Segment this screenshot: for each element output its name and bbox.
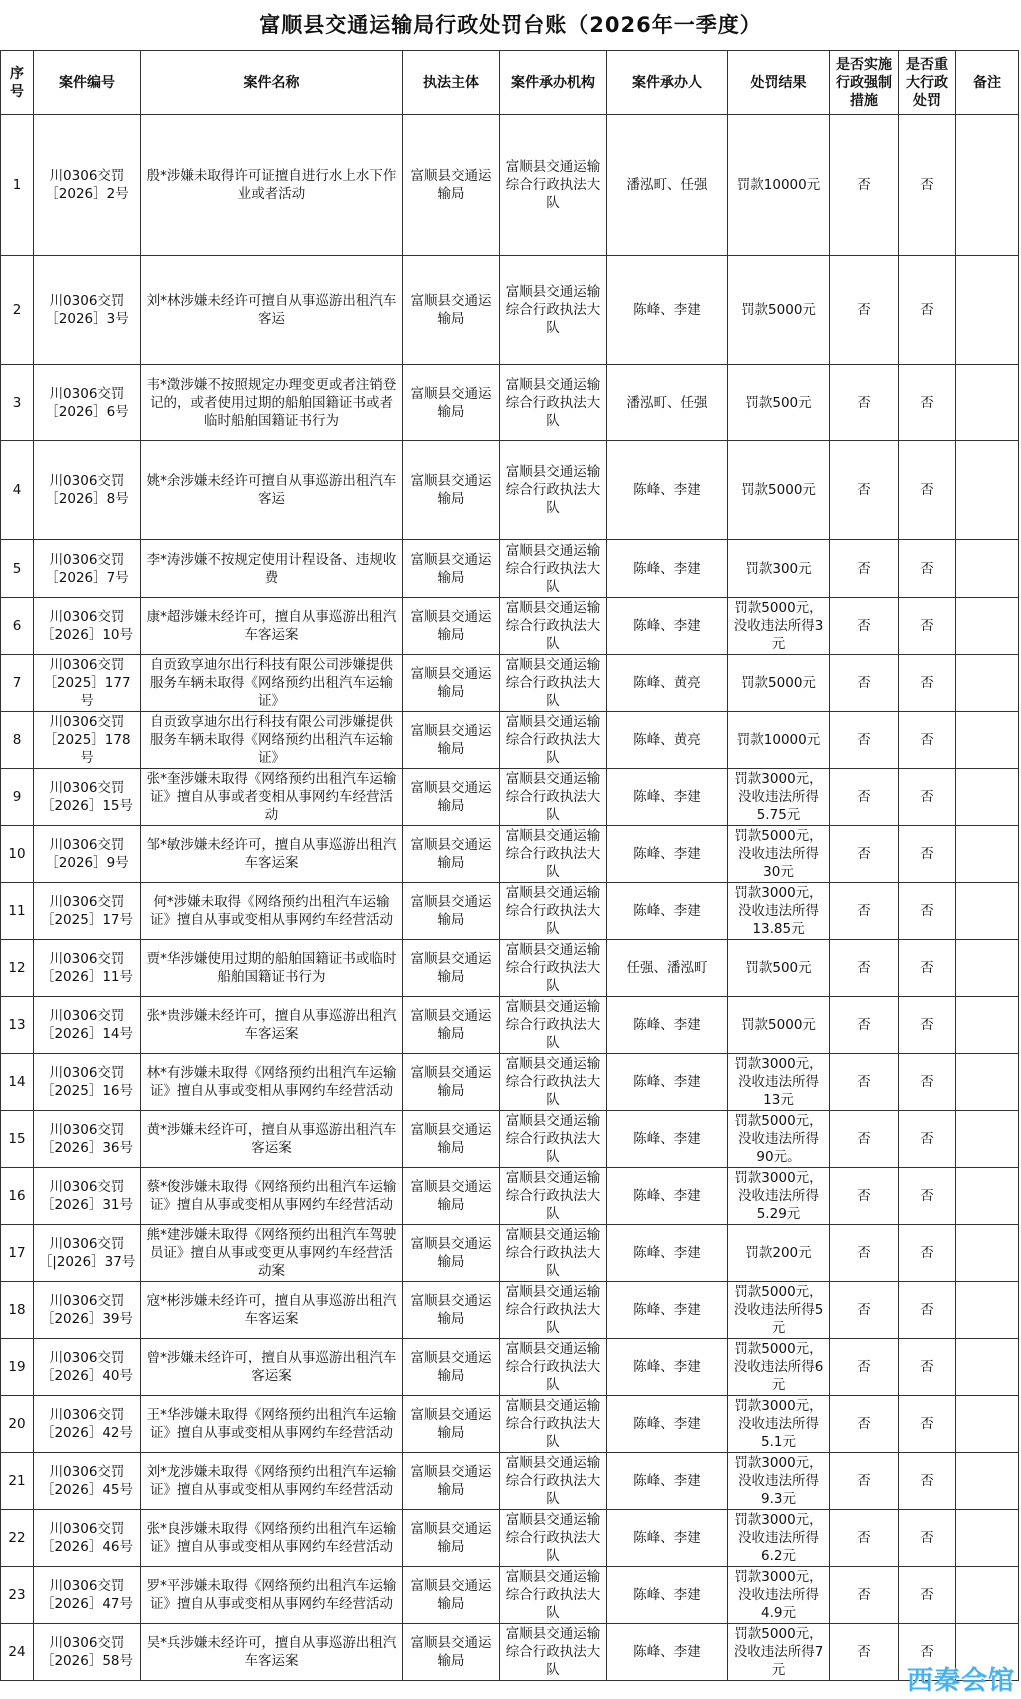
table-row bbox=[1, 256, 1019, 365]
table-row bbox=[1, 769, 1019, 826]
case-seq: 4 bbox=[1, 441, 34, 540]
handling-agency: 富顺县交通运输综合行政执法大队 bbox=[500, 598, 607, 655]
table-row bbox=[1, 1396, 1019, 1453]
handling-officer: 陈峰、黄亮 bbox=[607, 712, 728, 769]
remark bbox=[956, 1111, 1019, 1168]
handling-agency: 富顺县交通运输综合行政执法大队 bbox=[500, 441, 607, 540]
case-seq: 13 bbox=[1, 997, 34, 1054]
table-row bbox=[1, 598, 1019, 655]
enforcement-subject: 富顺县交通运输局 bbox=[403, 1453, 500, 1510]
case-name: 张*奎涉嫌未取得《网络预约出租汽车运输证》擅自从事或者变相从事网约车经营活动 bbox=[141, 769, 403, 826]
case-code: 川0306交罚［2026］40号 bbox=[34, 1339, 141, 1396]
handling-officer: 陈峰、李建 bbox=[607, 1054, 728, 1111]
handling-officer: 陈峰、李建 bbox=[607, 441, 728, 540]
penalty-result: 罚款3000元，没收违法所得13元 bbox=[728, 1054, 830, 1111]
penalty-result: 罚款3000元，没收违法所得5.75元 bbox=[728, 769, 830, 826]
table-row bbox=[1, 540, 1019, 598]
case-seq: 24 bbox=[1, 1624, 34, 1681]
header-remark: 备注 bbox=[956, 51, 1019, 115]
case-seq: 8 bbox=[1, 712, 34, 769]
enforcement-subject: 富顺县交通运输局 bbox=[403, 1225, 500, 1282]
penalty-result: 罚款3000元，没收违法所得9.3元 bbox=[728, 1453, 830, 1510]
penalty-result: 罚款10000元 bbox=[728, 115, 830, 256]
penalty-result: 罚款5000元 bbox=[728, 441, 830, 540]
case-seq: 23 bbox=[1, 1567, 34, 1624]
coercive-measure: 否 bbox=[830, 1054, 899, 1111]
case-name: 康*超涉嫌未经许可，擅自从事巡游出租汽车客运案 bbox=[141, 598, 403, 655]
major-penalty: 否 bbox=[899, 769, 956, 826]
case-code: 川0306交罚［2026］2号 bbox=[34, 115, 141, 256]
case-seq: 16 bbox=[1, 1168, 34, 1225]
case-code: 川0306交罚［2026］11号 bbox=[34, 940, 141, 997]
handling-agency: 富顺县交通运输综合行政执法大队 bbox=[500, 1396, 607, 1453]
major-penalty: 否 bbox=[899, 826, 956, 883]
remark bbox=[956, 769, 1019, 826]
case-seq: 20 bbox=[1, 1396, 34, 1453]
coercive-measure: 否 bbox=[830, 441, 899, 540]
handling-officer: 潘泓町、任强 bbox=[607, 115, 728, 256]
coercive-measure: 否 bbox=[830, 1168, 899, 1225]
enforcement-subject: 富顺县交通运输局 bbox=[403, 1510, 500, 1567]
handling-agency: 富顺县交通运输综合行政执法大队 bbox=[500, 365, 607, 441]
remark bbox=[956, 1168, 1019, 1225]
case-code: 川0306交罚［2026］6号 bbox=[34, 365, 141, 441]
handling-officer: 陈峰、李建 bbox=[607, 1396, 728, 1453]
remark bbox=[956, 940, 1019, 997]
case-seq: 6 bbox=[1, 598, 34, 655]
coercive-measure: 否 bbox=[830, 883, 899, 940]
enforcement-subject: 富顺县交通运输局 bbox=[403, 1111, 500, 1168]
case-seq: 19 bbox=[1, 1339, 34, 1396]
case-name: 黄*涉嫌未经许可，擅自从事巡游出租汽车客运案 bbox=[141, 1111, 403, 1168]
major-penalty: 否 bbox=[899, 1624, 956, 1681]
remark bbox=[956, 1225, 1019, 1282]
remark bbox=[956, 826, 1019, 883]
coercive-measure: 否 bbox=[830, 1624, 899, 1681]
handling-officer: 陈峰、李建 bbox=[607, 1510, 728, 1567]
header-case-code: 案件编号 bbox=[34, 51, 141, 115]
major-penalty: 否 bbox=[899, 1567, 956, 1624]
case-seq: 17 bbox=[1, 1225, 34, 1282]
case-code: 川0306交罚［2025］16号 bbox=[34, 1054, 141, 1111]
case-seq: 14 bbox=[1, 1054, 34, 1111]
case-code: 川0306交罚［2026］9号 bbox=[34, 826, 141, 883]
case-name: 熊*建涉嫌未取得《网络预约出租汽车驾驶员证》擅自从事或变更从事网约车经营活动案 bbox=[141, 1225, 403, 1282]
coercive-measure: 否 bbox=[830, 598, 899, 655]
enforcement-subject: 富顺县交通运输局 bbox=[403, 441, 500, 540]
case-seq: 11 bbox=[1, 883, 34, 940]
case-name: 刘*林涉嫌未经许可擅自从事巡游出租汽车客运 bbox=[141, 256, 403, 365]
enforcement-subject: 富顺县交通运输局 bbox=[403, 940, 500, 997]
remark bbox=[956, 883, 1019, 940]
coercive-measure: 否 bbox=[830, 1225, 899, 1282]
watermark-logo: 西秦会馆 bbox=[906, 1666, 1015, 1696]
handling-officer: 陈峰、李建 bbox=[607, 1111, 728, 1168]
handling-agency: 富顺县交通运输综合行政执法大队 bbox=[500, 1453, 607, 1510]
remark bbox=[956, 712, 1019, 769]
case-code: 川0306交罚［2025］17号 bbox=[34, 883, 141, 940]
handling-officer: 陈峰、李建 bbox=[607, 598, 728, 655]
coercive-measure: 否 bbox=[830, 712, 899, 769]
enforcement-subject: 富顺县交通运输局 bbox=[403, 769, 500, 826]
enforcement-subject: 富顺县交通运输局 bbox=[403, 826, 500, 883]
header-penalty-result: 处罚结果 bbox=[728, 51, 830, 115]
enforcement-subject: 富顺县交通运输局 bbox=[403, 1054, 500, 1111]
enforcement-subject: 富顺县交通运输局 bbox=[403, 655, 500, 712]
case-seq: 2 bbox=[1, 256, 34, 365]
penalty-result: 罚款5000元，没收违法所得7元 bbox=[728, 1624, 830, 1681]
remark bbox=[956, 1282, 1019, 1339]
enforcement-subject: 富顺县交通运输局 bbox=[403, 540, 500, 598]
enforcement-subject: 富顺县交通运输局 bbox=[403, 1168, 500, 1225]
handling-agency: 富顺县交通运输综合行政执法大队 bbox=[500, 1054, 607, 1111]
enforcement-subject: 富顺县交通运输局 bbox=[403, 256, 500, 365]
table-row bbox=[1, 1339, 1019, 1396]
coercive-measure: 否 bbox=[830, 1453, 899, 1510]
handling-agency: 富顺县交通运输综合行政执法大队 bbox=[500, 883, 607, 940]
header-coercive-measure: 是否实施行政强制措施 bbox=[830, 51, 899, 115]
table-row bbox=[1, 1111, 1019, 1168]
handling-agency: 富顺县交通运输综合行政执法大队 bbox=[500, 115, 607, 256]
enforcement-subject: 富顺县交通运输局 bbox=[403, 598, 500, 655]
penalty-result: 罚款500元 bbox=[728, 365, 830, 441]
penalty-result: 罚款10000元 bbox=[728, 712, 830, 769]
coercive-measure: 否 bbox=[830, 1339, 899, 1396]
case-code: 川0306交罚［2026］14号 bbox=[34, 997, 141, 1054]
remark bbox=[956, 1453, 1019, 1510]
table-row bbox=[1, 1054, 1019, 1111]
penalty-result: 罚款200元 bbox=[728, 1225, 830, 1282]
case-name: 张*良涉嫌未取得《网络预约出租汽车运输证》擅自从事或变相从事网约车经营活动 bbox=[141, 1510, 403, 1567]
handling-agency: 富顺县交通运输综合行政执法大队 bbox=[500, 1225, 607, 1282]
case-seq: 10 bbox=[1, 826, 34, 883]
case-name: 姚*余涉嫌未经许可擅自从事巡游出租汽车客运 bbox=[141, 441, 403, 540]
handling-officer: 陈峰、李建 bbox=[607, 540, 728, 598]
page-title: 富顺县交通运输局行政处罚台账（2026年一季度） bbox=[259, 13, 762, 37]
handling-officer: 陈峰、李建 bbox=[607, 997, 728, 1054]
major-penalty: 否 bbox=[899, 712, 956, 769]
penalty-result: 罚款3000元，没收违法所得5.1元 bbox=[728, 1396, 830, 1453]
major-penalty: 否 bbox=[899, 997, 956, 1054]
remark bbox=[956, 1054, 1019, 1111]
header-major-penalty: 是否重大行政处罚 bbox=[899, 51, 956, 115]
case-code: 川0306交罚［2026］3号 bbox=[34, 256, 141, 365]
penalty-result: 罚款5000元，没收违法所得3元 bbox=[728, 598, 830, 655]
coercive-measure: 否 bbox=[830, 655, 899, 712]
handling-agency: 富顺县交通运输综合行政执法大队 bbox=[500, 655, 607, 712]
case-seq: 5 bbox=[1, 540, 34, 598]
handling-officer: 陈峰、黄亮 bbox=[607, 655, 728, 712]
coercive-measure: 否 bbox=[830, 1567, 899, 1624]
case-seq: 21 bbox=[1, 1453, 34, 1510]
penalty-result: 罚款3000元，没收违法所得6.2元 bbox=[728, 1510, 830, 1567]
case-seq: 22 bbox=[1, 1510, 34, 1567]
header-seq: 序号 bbox=[1, 51, 34, 115]
handling-agency: 富顺县交通运输综合行政执法大队 bbox=[500, 1510, 607, 1567]
remark bbox=[956, 997, 1019, 1054]
case-seq: 1 bbox=[1, 115, 34, 256]
coercive-measure: 否 bbox=[830, 1510, 899, 1567]
case-code: 川0306交罚［2026］46号 bbox=[34, 1510, 141, 1567]
penalty-result: 罚款5000元 bbox=[728, 997, 830, 1054]
enforcement-subject: 富顺县交通运输局 bbox=[403, 1624, 500, 1681]
major-penalty: 否 bbox=[899, 1168, 956, 1225]
table-row bbox=[1, 655, 1019, 712]
header-enforcement-subject: 执法主体 bbox=[403, 51, 500, 115]
major-penalty: 否 bbox=[899, 441, 956, 540]
coercive-measure: 否 bbox=[830, 997, 899, 1054]
major-penalty: 否 bbox=[899, 598, 956, 655]
table-row bbox=[1, 365, 1019, 441]
remark bbox=[956, 365, 1019, 441]
case-name: 王*华涉嫌未取得《网络预约出租汽车运输证》擅自从事或变相从事网约车经营活动 bbox=[141, 1396, 403, 1453]
case-name: 林*有涉嫌未取得《网络预约出租汽车运输证》擅自从事或变相从事网约车经营活动 bbox=[141, 1054, 403, 1111]
penalty-result: 罚款300元 bbox=[728, 540, 830, 598]
table-row bbox=[1, 1567, 1019, 1624]
case-code: 川0306交罚［2026］31号 bbox=[34, 1168, 141, 1225]
coercive-measure: 否 bbox=[830, 1282, 899, 1339]
penalty-result: 罚款3000元，没收违法所得5.29元 bbox=[728, 1168, 830, 1225]
case-name: 吴*兵涉嫌未经许可，擅自从事巡游出租汽车客运案 bbox=[141, 1624, 403, 1681]
header-handling-agency: 案件承办机构 bbox=[500, 51, 607, 115]
case-code: 川0306交罚［2025］177号 bbox=[34, 655, 141, 712]
table-row bbox=[1, 940, 1019, 997]
coercive-measure: 否 bbox=[830, 365, 899, 441]
case-code: 川0306交罚［2026］10号 bbox=[34, 598, 141, 655]
major-penalty: 否 bbox=[899, 1453, 956, 1510]
major-penalty: 否 bbox=[899, 1054, 956, 1111]
penalty-result: 罚款500元 bbox=[728, 940, 830, 997]
handling-agency: 富顺县交通运输综合行政执法大队 bbox=[500, 1624, 607, 1681]
table-row bbox=[1, 997, 1019, 1054]
header-case-name: 案件名称 bbox=[141, 51, 403, 115]
table-row bbox=[1, 826, 1019, 883]
case-name: 何*涉嫌未取得《网络预约出租汽车运输证》擅自从事或变相从事网约车经营活动 bbox=[141, 883, 403, 940]
major-penalty: 否 bbox=[899, 1111, 956, 1168]
case-name: 寇*彬涉嫌未经许可，擅自从事巡游出租汽车客运案 bbox=[141, 1282, 403, 1339]
case-seq: 7 bbox=[1, 655, 34, 712]
major-penalty: 否 bbox=[899, 1225, 956, 1282]
coercive-measure: 否 bbox=[830, 1396, 899, 1453]
handling-agency: 富顺县交通运输综合行政执法大队 bbox=[500, 1282, 607, 1339]
ledger-body bbox=[1, 115, 1019, 1681]
case-name: 曾*涉嫌未经许可，擅自从事巡游出租汽车客运案 bbox=[141, 1339, 403, 1396]
coercive-measure: 否 bbox=[830, 115, 899, 256]
handling-officer: 陈峰、李建 bbox=[607, 1339, 728, 1396]
enforcement-subject: 富顺县交通运输局 bbox=[403, 365, 500, 441]
penalty-result: 罚款5000元，没收违法所得30元 bbox=[728, 826, 830, 883]
table-row bbox=[1, 1168, 1019, 1225]
handling-agency: 富顺县交通运输综合行政执法大队 bbox=[500, 1111, 607, 1168]
penalty-result: 罚款5000元，没收违法所得5元 bbox=[728, 1282, 830, 1339]
major-penalty: 否 bbox=[899, 940, 956, 997]
case-name: 自贡致享迪尔出行科技有限公司涉嫌提供服务车辆未取得《网络预约出租汽车运输证》 bbox=[141, 712, 403, 769]
case-code: 川0306交罚［2026］45号 bbox=[34, 1453, 141, 1510]
table-row bbox=[1, 1282, 1019, 1339]
case-code: 川0306交罚［2026］8号 bbox=[34, 441, 141, 540]
handling-agency: 富顺县交通运输综合行政执法大队 bbox=[500, 1168, 607, 1225]
penalty-result: 罚款5000元，没收违法所得6元 bbox=[728, 1339, 830, 1396]
handling-officer: 陈峰、李建 bbox=[607, 883, 728, 940]
handling-officer: 陈峰、李建 bbox=[607, 1225, 728, 1282]
header-row bbox=[1, 51, 1019, 115]
major-penalty: 否 bbox=[899, 1339, 956, 1396]
penalty-result: 罚款5000元 bbox=[728, 256, 830, 365]
table-row bbox=[1, 441, 1019, 540]
enforcement-subject: 富顺县交通运输局 bbox=[403, 1339, 500, 1396]
enforcement-subject: 富顺县交通运输局 bbox=[403, 115, 500, 256]
case-name: 邹*敏涉嫌未经许可，擅自从事巡游出租汽车客运案 bbox=[141, 826, 403, 883]
remark bbox=[956, 256, 1019, 365]
remark bbox=[956, 441, 1019, 540]
handling-agency: 富顺县交通运输综合行政执法大队 bbox=[500, 256, 607, 365]
handling-officer: 陈峰、李建 bbox=[607, 769, 728, 826]
major-penalty: 否 bbox=[899, 655, 956, 712]
enforcement-subject: 富顺县交通运输局 bbox=[403, 883, 500, 940]
case-seq: 15 bbox=[1, 1111, 34, 1168]
coercive-measure: 否 bbox=[830, 769, 899, 826]
remark bbox=[956, 598, 1019, 655]
handling-agency: 富顺县交通运输综合行政执法大队 bbox=[500, 1567, 607, 1624]
remark bbox=[956, 1339, 1019, 1396]
coercive-measure: 否 bbox=[830, 826, 899, 883]
handling-agency: 富顺县交通运输综合行政执法大队 bbox=[500, 826, 607, 883]
handling-officer: 陈峰、李建 bbox=[607, 1567, 728, 1624]
coercive-measure: 否 bbox=[830, 1111, 899, 1168]
enforcement-subject: 富顺县交通运输局 bbox=[403, 1282, 500, 1339]
major-penalty: 否 bbox=[899, 883, 956, 940]
case-name: 张*贵涉嫌未经许可，擅自从事巡游出租汽车客运案 bbox=[141, 997, 403, 1054]
handling-officer: 陈峰、李建 bbox=[607, 1282, 728, 1339]
case-code: 川0306交罚［2026］47号 bbox=[34, 1567, 141, 1624]
case-seq: 18 bbox=[1, 1282, 34, 1339]
case-code: 川0306交罚［2026］7号 bbox=[34, 540, 141, 598]
penalty-result: 罚款3000元，没收违法所得4.9元 bbox=[728, 1567, 830, 1624]
table-row bbox=[1, 1225, 1019, 1282]
major-penalty: 否 bbox=[899, 256, 956, 365]
enforcement-subject: 富顺县交通运输局 bbox=[403, 997, 500, 1054]
case-name: 韦*澂涉嫌不按照规定办理变更或者注销登记的，或者使用过期的船舶国籍证书或者临时船舶国籍证书行为 bbox=[141, 365, 403, 441]
remark bbox=[956, 1567, 1019, 1624]
handling-agency: 富顺县交通运输综合行政执法大队 bbox=[500, 997, 607, 1054]
handling-officer: 陈峰、李建 bbox=[607, 1624, 728, 1681]
major-penalty: 否 bbox=[899, 365, 956, 441]
remark bbox=[956, 655, 1019, 712]
enforcement-subject: 富顺县交通运输局 bbox=[403, 1567, 500, 1624]
table-row bbox=[1, 115, 1019, 256]
penalty-ledger-table bbox=[0, 50, 1019, 1681]
major-penalty: 否 bbox=[899, 1282, 956, 1339]
case-name: 殷*涉嫌未取得许可证擅自进行水上水下作业或者活动 bbox=[141, 115, 403, 256]
remark bbox=[956, 1510, 1019, 1567]
handling-officer: 陈峰、李建 bbox=[607, 1453, 728, 1510]
handling-agency: 富顺县交通运输综合行政执法大队 bbox=[500, 940, 607, 997]
handling-officer: 任强、潘泓町 bbox=[607, 940, 728, 997]
major-penalty: 否 bbox=[899, 540, 956, 598]
case-code: 川0306交罚［2025］178号 bbox=[34, 712, 141, 769]
case-code: 川0306交罚［2026］36号 bbox=[34, 1111, 141, 1168]
table-row bbox=[1, 1510, 1019, 1567]
handling-officer: 陈峰、李建 bbox=[607, 826, 728, 883]
case-code: 川0306交罚［2026］58号 bbox=[34, 1624, 141, 1681]
case-name: 罗*平涉嫌未取得《网络预约出租汽车运输证》擅自从事或变相从事网约车经营活动 bbox=[141, 1567, 403, 1624]
coercive-measure: 否 bbox=[830, 540, 899, 598]
handling-agency: 富顺县交通运输综合行政执法大队 bbox=[500, 712, 607, 769]
case-seq: 3 bbox=[1, 365, 34, 441]
penalty-result: 罚款5000元 bbox=[728, 655, 830, 712]
table-row bbox=[1, 883, 1019, 940]
case-code: 川0306交罚［|2026］37号 bbox=[34, 1225, 141, 1282]
coercive-measure: 否 bbox=[830, 256, 899, 365]
handling-officer: 陈峰、李建 bbox=[607, 256, 728, 365]
case-name: 李*涛涉嫌不按规定使用计程设备、违规收费 bbox=[141, 540, 403, 598]
handling-agency: 富顺县交通运输综合行政执法大队 bbox=[500, 1339, 607, 1396]
penalty-result: 罚款3000元，没收违法所得13.85元 bbox=[728, 883, 830, 940]
case-name: 贾*华涉嫌使用过期的船舶国籍证书或临时船舶国籍证书行为 bbox=[141, 940, 403, 997]
remark bbox=[956, 540, 1019, 598]
coercive-measure: 否 bbox=[830, 940, 899, 997]
remark bbox=[956, 115, 1019, 256]
remark bbox=[956, 1396, 1019, 1453]
handling-officer: 陈峰、李建 bbox=[607, 1168, 728, 1225]
case-seq: 9 bbox=[1, 769, 34, 826]
header-handling-officer: 案件承办人 bbox=[607, 51, 728, 115]
major-penalty: 否 bbox=[899, 1510, 956, 1567]
case-code: 川0306交罚［2026］42号 bbox=[34, 1396, 141, 1453]
handling-agency: 富顺县交通运输综合行政执法大队 bbox=[500, 769, 607, 826]
table-row bbox=[1, 1453, 1019, 1510]
enforcement-subject: 富顺县交通运输局 bbox=[403, 1396, 500, 1453]
penalty-result: 罚款5000元，没收违法所得90元。 bbox=[728, 1111, 830, 1168]
case-code: 川0306交罚［2026］39号 bbox=[34, 1282, 141, 1339]
enforcement-subject: 富顺县交通运输局 bbox=[403, 712, 500, 769]
major-penalty: 否 bbox=[899, 1396, 956, 1453]
major-penalty: 否 bbox=[899, 115, 956, 256]
handling-agency: 富顺县交通运输综合行政执法大队 bbox=[500, 540, 607, 598]
case-name: 刘*龙涉嫌未取得《网络预约出租汽车运输证》擅自从事或变相从事网约车经营活动 bbox=[141, 1453, 403, 1510]
case-seq: 12 bbox=[1, 940, 34, 997]
handling-officer: 潘泓町、任强 bbox=[607, 365, 728, 441]
table-row bbox=[1, 712, 1019, 769]
case-name: 自贡致享迪尔出行科技有限公司涉嫌提供服务车辆未取得《网络预约出租汽车运输证》 bbox=[141, 655, 403, 712]
case-name: 蔡*俊涉嫌未取得《网络预约出租汽车运输证》擅自从事或变相从事网约车经营活动 bbox=[141, 1168, 403, 1225]
table-row bbox=[1, 1624, 1019, 1681]
case-code: 川0306交罚［2026］15号 bbox=[34, 769, 141, 826]
